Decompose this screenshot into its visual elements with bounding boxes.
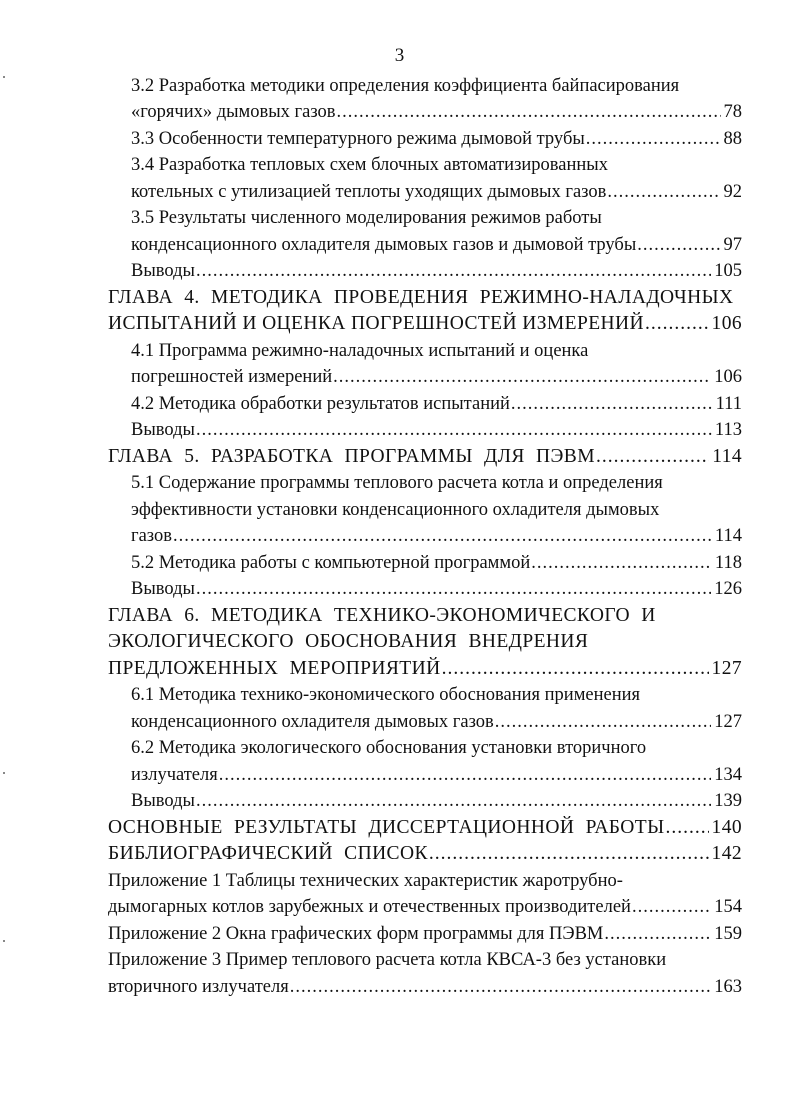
toc-entry-title: Выводы xyxy=(131,791,195,811)
toc-entry-title: ОСНОВНЫЕ РЕЗУЛЬТАТЫ ДИССЕРТАЦИОННОЙ РАБОТЫ xyxy=(108,817,665,838)
toc-page-number: 134 xyxy=(714,765,742,785)
toc-leader-dots xyxy=(173,523,712,549)
toc-entry-title: дымогарных котлов зарубежных и отечественных производителей xyxy=(108,897,631,917)
toc-entry-title: конденсационного охладителя дымовых газов xyxy=(131,712,494,732)
scan-artifact xyxy=(3,76,5,78)
toc-line: 3.4 Разработка тепловых схем блочных автоматизированных xyxy=(131,155,608,175)
toc-line: 6.2 Методика экологического обоснования установки вторичного xyxy=(131,738,647,758)
toc-entry-title: БИБЛИОГРАФИЧЕСКИЙ СПИСОК xyxy=(108,843,428,864)
toc-entry-title: ИСПЫТАНИЙ И ОЦЕНКА ПОГРЕШНОСТЕЙ ИЗМЕРЕНИЙ xyxy=(108,313,644,334)
toc-line: Приложение 1 Таблицы технических характеристик жаротрубно- xyxy=(108,871,623,891)
toc-page-number: 111 xyxy=(715,394,742,414)
toc-entry-title: Приложение 2 Окна графических форм программы для ПЭВМ xyxy=(108,924,604,944)
toc-page-number: 78 xyxy=(723,102,742,122)
toc-leader-dots xyxy=(511,391,713,417)
toc-entry-title: Выводы xyxy=(131,261,195,281)
toc-leader-dots xyxy=(665,815,708,841)
toc-leader-dots xyxy=(604,921,711,947)
toc-page-number: 92 xyxy=(723,182,742,202)
toc-entry xyxy=(131,576,742,602)
toc-leader-dots xyxy=(632,894,711,920)
toc-entry xyxy=(108,894,742,920)
toc-leader-dots xyxy=(442,656,709,682)
toc-page-number: 97 xyxy=(723,235,742,255)
toc-leader-dots xyxy=(196,788,711,814)
toc-page-number: 113 xyxy=(714,420,742,440)
toc-chapter-line: ЭКОЛОГИЧЕСКОГО ОБОСНОВАНИЯ ВНЕДРЕНИЯ xyxy=(108,631,589,652)
toc-entry-title: 5.2 Методика работы с компьютерной программой xyxy=(131,553,531,573)
toc-chapter-entry xyxy=(108,444,742,470)
toc-leader-dots xyxy=(333,364,711,390)
toc-leader-dots xyxy=(429,841,709,867)
toc-page-number: 106 xyxy=(711,313,742,334)
toc-section-entry xyxy=(108,841,742,867)
toc-leader-dots xyxy=(196,258,711,284)
toc-page-number: 154 xyxy=(714,897,742,917)
toc-line: 3.2 Разработка методики определения коэффициента байпасирования xyxy=(131,76,680,96)
toc-line: 4.1 Программа режимно-наладочных испытаний и оценка xyxy=(131,341,589,361)
toc-leader-dots xyxy=(645,311,709,337)
toc-page-number: 126 xyxy=(714,579,742,599)
toc-entry xyxy=(131,417,742,443)
toc-entry-title: излучателя xyxy=(131,765,218,785)
toc-entry xyxy=(108,921,742,947)
toc-entry xyxy=(131,232,742,258)
toc-entry xyxy=(131,126,742,152)
toc-entry-title: Выводы xyxy=(131,579,195,599)
toc-page-number: 118 xyxy=(714,553,742,573)
toc-entry xyxy=(131,258,742,284)
toc-entry-title: ГЛАВА 5. РАЗРАБОТКА ПРОГРАММЫ ДЛЯ ПЭВМ xyxy=(108,446,595,467)
toc-entry-title: 4.2 Методика обработки результатов испытаний xyxy=(131,394,510,414)
toc-entry-title: котельных с утилизацией теплоты уходящих дымовых газов xyxy=(131,182,607,202)
toc-leader-dots xyxy=(495,709,711,735)
toc-leader-dots xyxy=(337,99,721,125)
toc-section-entry xyxy=(108,815,742,841)
toc-entry xyxy=(131,788,742,814)
toc-line: 3.5 Результаты численного моделирования режимов работы xyxy=(131,208,602,228)
toc-leader-dots xyxy=(196,576,711,602)
toc-page-number: 127 xyxy=(714,712,742,732)
toc-page-number: 106 xyxy=(714,367,742,387)
toc-entry-title: погрешностей измерений xyxy=(131,367,333,387)
toc-page-number: 139 xyxy=(714,791,742,811)
toc-page-number: 140 xyxy=(711,817,742,838)
toc-leader-dots xyxy=(219,762,711,788)
toc-leader-dots xyxy=(596,444,709,470)
toc-entry xyxy=(131,179,742,205)
toc-page-number: 127 xyxy=(711,658,742,679)
toc-entry xyxy=(131,709,742,735)
toc-leader-dots xyxy=(196,417,712,443)
toc-line: эффективности установки конденсационного охладителя дымовых xyxy=(131,500,660,520)
toc-entry xyxy=(131,762,742,788)
toc-chapter-line: ГЛАВА 4. МЕТОДИКА ПРОВЕДЕНИЯ РЕЖИМНО-НАЛАДОЧНЫХ xyxy=(108,287,734,308)
toc-entry-title: Выводы xyxy=(131,420,195,440)
toc-entry-title: ПРЕДЛОЖЕННЫХ МЕРОПРИЯТИЙ xyxy=(108,658,441,679)
scan-artifact xyxy=(3,940,5,942)
toc-page-number: 163 xyxy=(714,977,742,997)
toc-entry xyxy=(131,550,742,576)
page-number: 3 xyxy=(394,45,405,66)
toc-page-number: 159 xyxy=(714,924,742,944)
toc-chapter-entry xyxy=(108,311,742,337)
toc-line: 6.1 Методика технико-экономического обоснования применения xyxy=(131,685,641,705)
toc-chapter-entry xyxy=(108,656,742,682)
scan-artifact xyxy=(3,772,5,774)
toc-chapter-line: ГЛАВА 6. МЕТОДИКА ТЕХНИКО-ЭКОНОМИЧЕСКОГО И xyxy=(108,605,656,626)
toc-page-number: 142 xyxy=(711,843,742,864)
toc-entry xyxy=(108,974,742,1000)
toc-entry xyxy=(131,391,742,417)
toc-entry-title: вторичного излучателя xyxy=(108,977,289,997)
toc-leader-dots xyxy=(290,974,712,1000)
toc-entry-title: 3.3 Особенности температурного режима дымовой трубы xyxy=(131,129,585,149)
toc-leader-dots xyxy=(531,550,712,576)
toc-line: Приложение 3 Пример теплового расчета котла КВСА-3 без установки xyxy=(108,950,667,970)
toc-entry-title: конденсационного охладителя дымовых газов и дымовой трубы xyxy=(131,235,637,255)
toc-entry xyxy=(131,364,742,390)
toc-entry-title: газов xyxy=(131,526,172,546)
toc-leader-dots xyxy=(586,126,721,152)
toc-page-number: 88 xyxy=(723,129,742,149)
toc-entry xyxy=(131,523,742,549)
toc-entry xyxy=(131,99,742,125)
toc-page-number: 114 xyxy=(714,526,742,546)
toc-entry-title: «горячих» дымовых газов xyxy=(131,102,336,122)
toc-leader-dots xyxy=(637,232,720,258)
toc-page-number: 114 xyxy=(712,446,742,467)
toc-line: 5.1 Содержание программы теплового расчета котла и определения xyxy=(131,473,663,493)
toc-page-number: 105 xyxy=(714,261,742,281)
toc-leader-dots xyxy=(607,179,720,205)
